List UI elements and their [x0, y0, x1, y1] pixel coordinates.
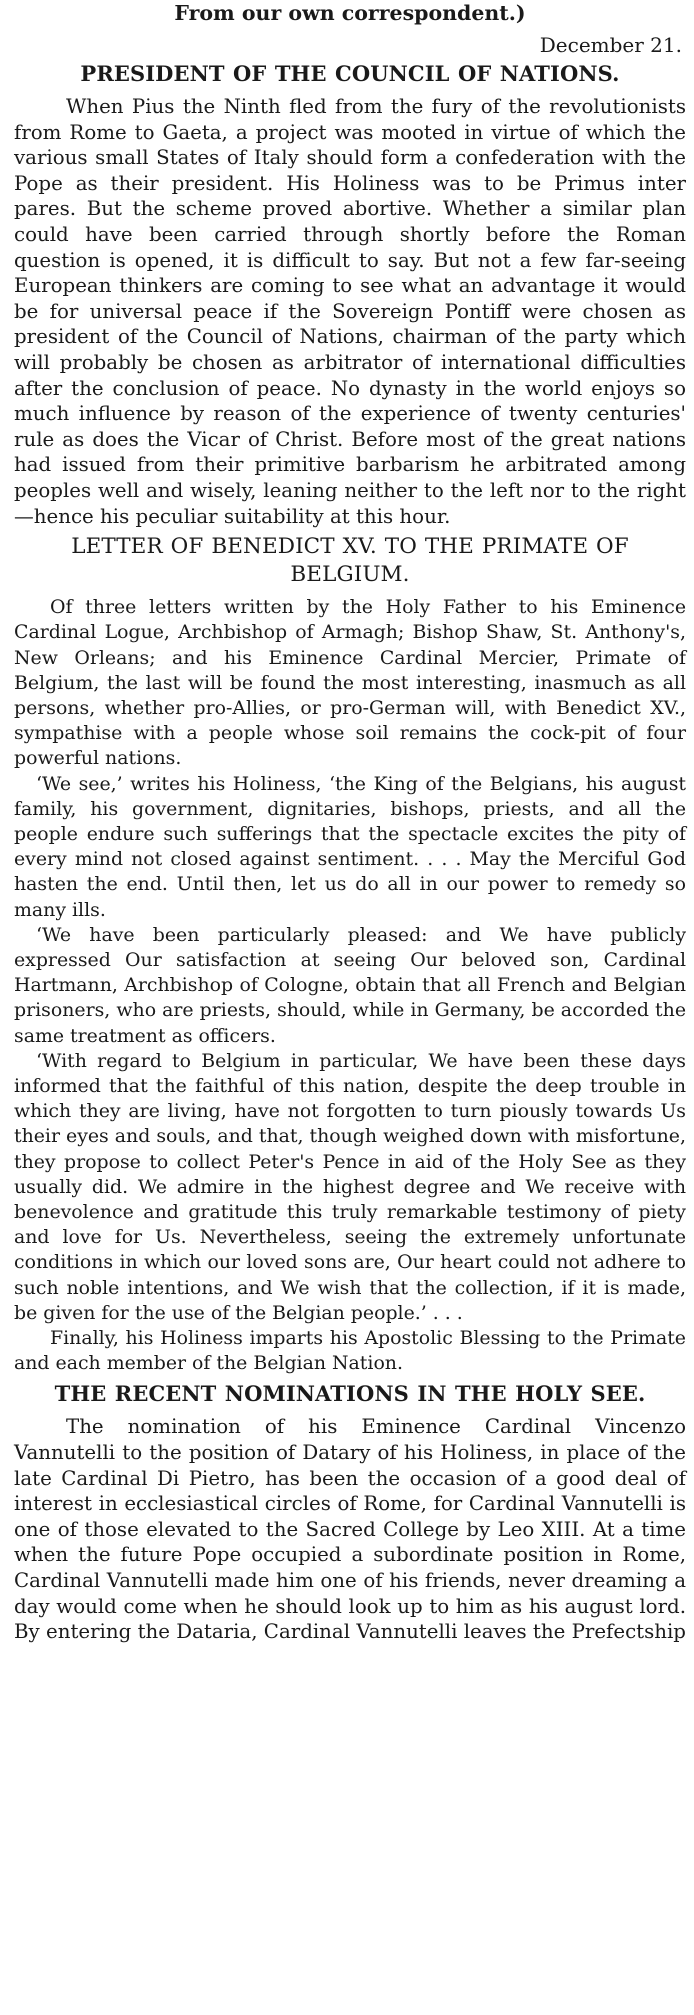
article-heading: THE RECENT NOMINATIONS IN THE HOLY SEE.	[54, 1381, 646, 1407]
correspondent-line: From our own correspondent.)	[174, 1, 526, 25]
article-recent-nominations	[14, 1380, 686, 1644]
article-paragraph: ‘With regard to Belgium in particular, We have been these days informed that the faithful of this nation, despite the deep trouble in which they are living, have not forgotten to turn piously towards Us their eyes and souls, and that, though weighed down with misfortune, they propose to collect Peter's Pence in aid of the Holy See as they usually did. We admire in the highest degree and We receive with benevolence and gratitude this truly remarkable testimony of piety and love for Us. Nevertheless, seeing the extremely unfortunate conditions in which our loved sons are, Our heart could not adhere to such noble intentions, and We wish that the collection, if it is made, be given for the use of the Belgian people.’ . . .	[14, 1049, 686, 1324]
article-letter-benedict	[14, 533, 686, 1376]
dateline: December 21.	[539, 33, 682, 57]
article-president-council	[14, 60, 686, 529]
article-heading: PRESIDENT OF THE COUNCIL OF NATIONS.	[80, 61, 620, 86]
article-paragraph: Of three letters written by the Holy Father to his Eminence Cardinal Logue, Archbishop of Armagh; Bishop Shaw, St. Anthony's, New Orleans; and his Eminence Cardinal Mercier, Primate of Belgium, the last will be found the most interesting, inasmuch as all persons, whether pro-Allies, or pro-German will, with Benedict XV., sympathise with a people whose soil remains the cock-pit of four powerful nations.	[14, 596, 686, 770]
article-paragraph: ‘We see,’ writes his Holiness, ‘the King of the Belgians, his august family, his government, dignitaries, bishops, priests, and all the people endure such sufferings that the spectacle excites the pity of every mind not closed against sentiment. . . . May the Merciful God hasten the end. Until then, let us do all in our power to remedy so many ills.	[14, 772, 686, 921]
article-paragraph: When Pius the Ninth fled from the fury of the revolutionists from Rome to Gaeta, a project was mooted in virtue of which the various small States of Italy should form a confederation with the Pope as their president. His Holiness was to be Primus inter pares. But the scheme proved abortive. Whether a similar plan could have been carried through shortly before the Roman question is opened, it is difficult to say. But not a few far-seeing European thinkers are coming to see what an advantage it would be for universal peace if the Sovereign Pontiff were chosen as president of the Council of Nations, chairman of the party which will probably be chosen as arbitrator of international difficulties after the conclusion of peace. No dynasty in the world enjoys so much influence by reason of the experience of twenty centuries' rule as does the Vicar of Christ. Before most of the great nations had issued from their primitive barbarism he arbitrated among peoples well and wisely, leaning neither to the left nor to the right—hence his peculiar suitability at this hour.	[14, 95, 686, 528]
article-paragraph: ‘We have been particularly pleased: and We have publicly expressed Our satisfaction at seeing Our beloved son, Cardinal Hartmann, Archbishop of Cologne, obtain that all French and Belgian prisoners, who are priests, should, while in Germany, be accorded the same treatment as officers.	[14, 923, 686, 1047]
article-heading: LETTER OF BENEDICT XV. TO THE PRIMATE OF BELGIUM.	[71, 534, 629, 588]
article-paragraph: Finally, his Holiness imparts his Apostolic Blessing to the Primate and each member of the Belgian Nation.	[14, 1326, 686, 1375]
article-paragraph: The nomination of his Eminence Cardinal Vincenzo Vannutelli to the position of Datary of his Holiness, in place of the late Cardinal Di Pietro, has been the occasion of a good deal of interest in ecclesiastical circles of Rome, for Cardinal Vannutelli is one of those elevated to the Sacred College by Leo XIII. At a time when the future Pope occupied a subordinate position in Rome, Cardinal Vannutelli made him one of his friends, never dreaming a day would come when he should look up to him as his august lord. By entering the Dataria, Cardinal Vannutelli leaves the Prefectship	[14, 1415, 686, 1644]
